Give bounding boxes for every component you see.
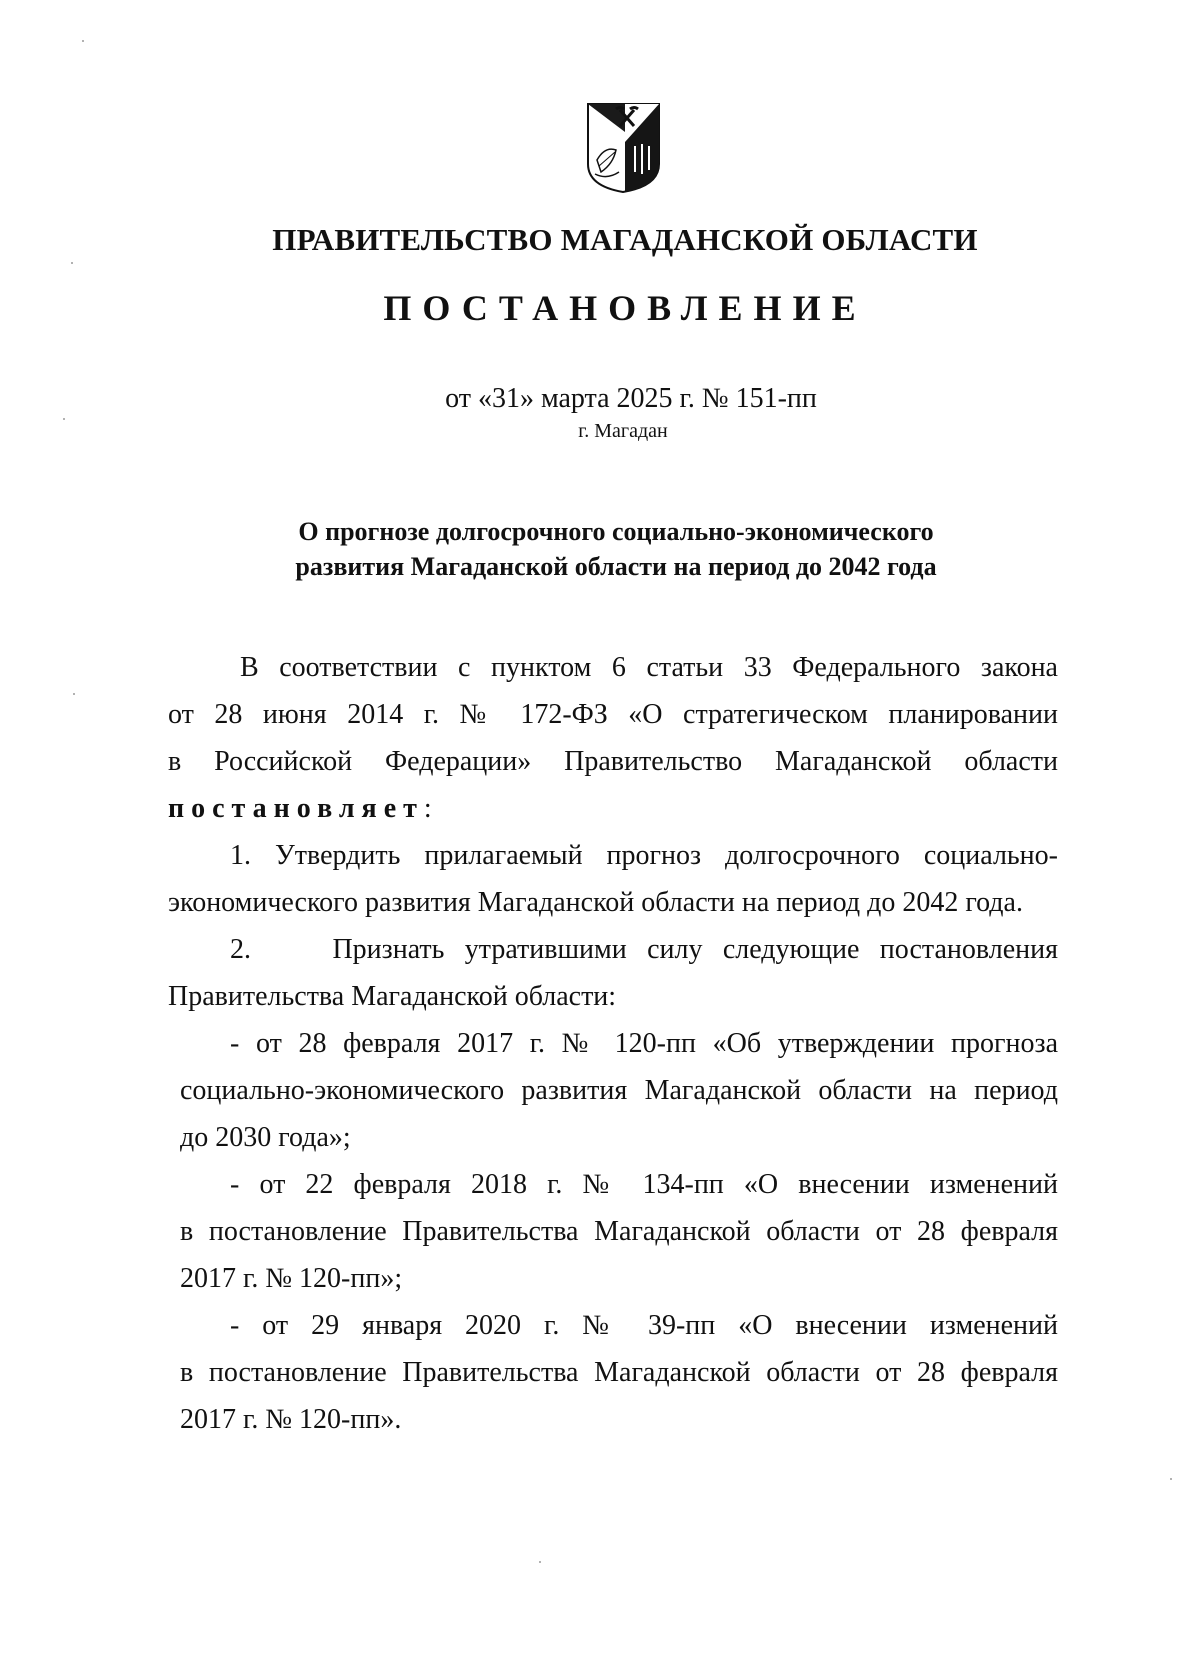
scan-speck [71, 262, 73, 264]
item-2-line: Правительства Магаданской области: [168, 981, 617, 1012]
document-title [0, 514, 1200, 584]
scan-speck [82, 40, 84, 42]
repealed-item-1-line: - от 28 февраля 2017 г. № 120-пп «Об утверждении прогноза [230, 1028, 1058, 1059]
item-1-line: экономического развития Магаданской области на период до 2042 года. [168, 887, 1023, 918]
document-date-number: от «31» марта 2025 г. № 151-пп [445, 383, 817, 414]
document-city: г. Магадан [578, 420, 668, 442]
scan-speck [539, 1561, 541, 1563]
preamble-line: в Российской Федерации» Правительство Магаданской области [168, 746, 1058, 777]
repealed-item-2-line: в постановление Правительства Магаданской области от 28 февраля [180, 1216, 1058, 1247]
scan-speck [73, 693, 75, 695]
item-1-line: 1. Утвердить прилагаемый прогноз долгосрочного социально- [230, 840, 1058, 871]
document-type-heading: ПОСТАНОВЛЕНИЕ [383, 288, 867, 328]
scan-speck [1170, 1478, 1172, 1480]
document-body [168, 644, 1058, 1443]
repealed-item-1-line: социально-экономического развития Магаданской области на период [180, 1075, 1058, 1106]
repealed-item-2-line: 2017 г. № 120-пп»; [180, 1263, 403, 1294]
repealed-item-3-line: в постановление Правительства Магаданской области от 28 февраля [180, 1357, 1058, 1388]
item-2-line: 2. Признать утратившими силу следующие постановления [230, 934, 1058, 965]
preamble-line: от 28 июня 2014 г. № 172-ФЗ «О стратегическом планировании [168, 699, 1058, 730]
preamble-line: В соответствии с пунктом 6 статьи 33 Федерального закона [240, 652, 1058, 683]
resolves-colon: : [423, 793, 432, 824]
organization-name: ПРАВИТЕЛЬСТВО МАГАДАНСКОЙ ОБЛАСТИ [272, 222, 978, 257]
document-title-line: О прогнозе долгосрочного социально-экономического [298, 517, 934, 546]
resolves-line [168, 785, 1058, 832]
document-title-line: развития Магаданской области на период до 2042 года [295, 552, 937, 581]
repealed-item-3-line: - от 29 января 2020 г. № 39-пп «О внесении изменений [230, 1310, 1058, 1341]
repealed-item-3-line: 2017 г. № 120-пп». [180, 1404, 402, 1435]
repealed-item-1-line: до 2030 года»; [180, 1122, 351, 1153]
coat-of-arms-emblem [585, 102, 662, 194]
repealed-item-2-line: - от 22 февраля 2018 г. № 134-пп «О внесении изменений [230, 1169, 1058, 1200]
resolves-word: постановляет [168, 793, 424, 824]
